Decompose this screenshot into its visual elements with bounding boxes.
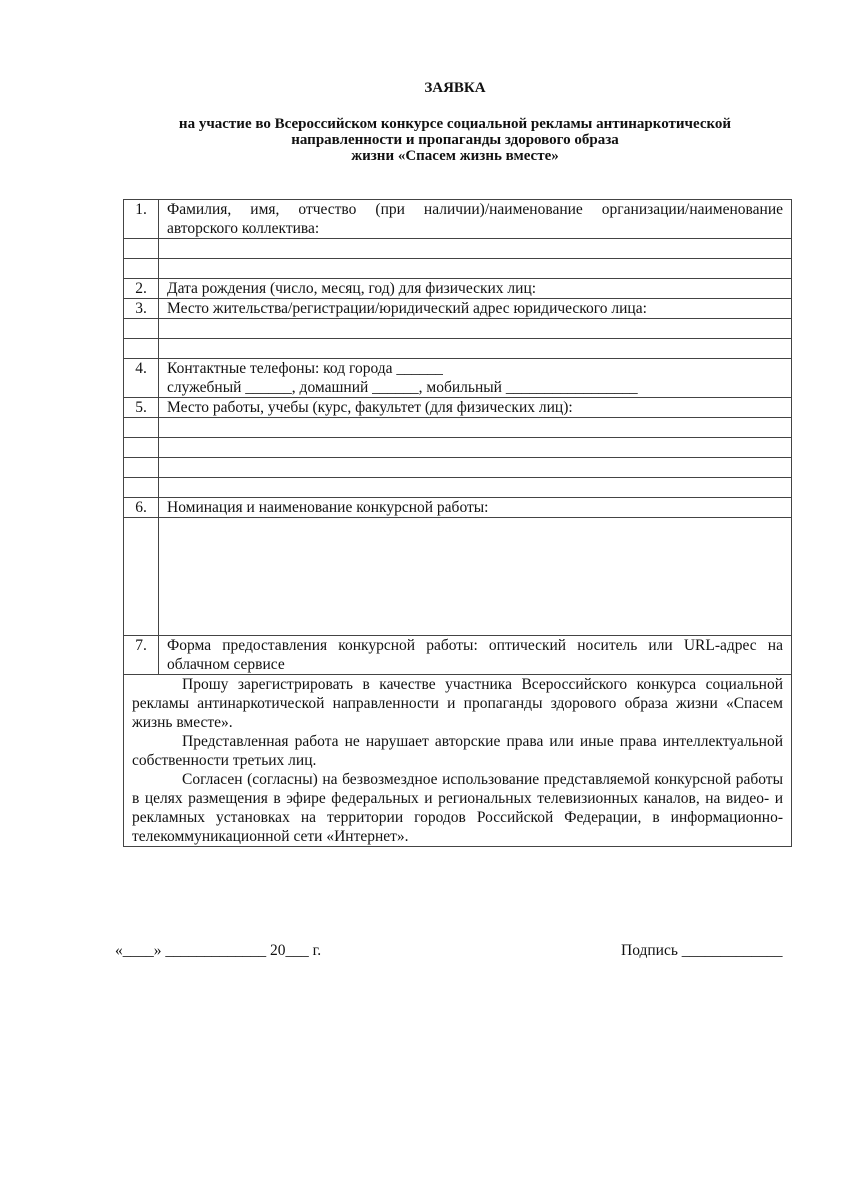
label-line: служебный ______, домашний ______, мобильный _________________ (167, 379, 638, 396)
blank-row (124, 239, 792, 259)
row-label: Номинация и наименование конкурсной работы: (159, 498, 792, 518)
blank-row (124, 319, 792, 339)
subtitle-line: на участие во Всероссийском конкурсе социальной рекламы антинаркотической (178, 116, 732, 132)
label-line: авторского коллектива: (167, 220, 320, 237)
declaration-paragraph: Согласен (согласны) на безвозмездное использование представляемой конкурсной работы в целях размещения в эфире федеральных и региональных телевизионных каналов, на видео- и рекламных установках на территории городов Российской Федерации, в информационно- телекоммуникационной сети «Интернет». (132, 771, 783, 845)
row-number: 7. (124, 636, 159, 675)
blank-row (124, 518, 792, 636)
row-label (159, 359, 792, 398)
row-number: 5. (124, 398, 159, 418)
label-line: облачном сервисе (167, 656, 285, 673)
fill-in-cell[interactable] (159, 438, 792, 458)
application-form-table (123, 199, 792, 847)
declaration-cell (124, 675, 792, 847)
row-label: Дата рождения (число, месяц, год) для физических лиц: (159, 279, 792, 299)
blank-row (124, 259, 792, 279)
document-subtitle (120, 116, 790, 164)
blank-num-cell (124, 438, 159, 458)
fill-in-cell[interactable] (159, 319, 792, 339)
date-field[interactable]: «____» _____________ 20___ г. (115, 942, 322, 959)
fill-in-cell[interactable] (159, 518, 792, 636)
form-row-6 (124, 498, 792, 518)
row-number: 2. (124, 279, 159, 299)
blank-row (124, 458, 792, 478)
form-row-3 (124, 299, 792, 319)
subtitle-line: жизни «Спасем жизнь вместе» (351, 148, 559, 164)
blank-num-cell (124, 319, 159, 339)
blank-num-cell (124, 339, 159, 359)
blank-num-cell (124, 418, 159, 438)
fill-in-cell[interactable] (159, 458, 792, 478)
blank-row (124, 418, 792, 438)
fill-in-cell[interactable] (159, 239, 792, 259)
row-number: 4. (124, 359, 159, 398)
row-number: 3. (124, 299, 159, 319)
blank-num-cell (124, 518, 159, 636)
form-row-1 (124, 200, 792, 239)
signature-field[interactable]: Подпись _____________ (621, 942, 783, 959)
label-line: Фамилия, имя, отчество (при наличии)/наименование организации/наименование (167, 201, 783, 218)
fill-in-cell[interactable] (159, 478, 792, 498)
declaration-row (124, 675, 792, 847)
fill-in-cell[interactable] (159, 339, 792, 359)
row-label: Место работы, учебы (курс, факультет (для физических лиц): (159, 398, 792, 418)
form-row-5 (124, 398, 792, 418)
form-row-4 (124, 359, 792, 398)
row-label: Место жительства/регистрации/юридический адрес юридического лица: (159, 299, 792, 319)
blank-num-cell (124, 239, 159, 259)
blank-row (124, 438, 792, 458)
row-label (159, 200, 792, 239)
row-label (159, 636, 792, 675)
blank-row (124, 478, 792, 498)
declaration-paragraph: Прошу зарегистрировать в качестве участника Всероссийского конкурса социальной рекламы антинаркотической направленности и пропаганды здорового образа жизни «Спасем жизнь вместе». (132, 676, 783, 731)
label-line: Форма предоставления конкурсной работы: оптический носитель или URL-адрес на (167, 637, 783, 654)
blank-num-cell (124, 478, 159, 498)
row-number: 1. (124, 200, 159, 239)
row-number: 6. (124, 498, 159, 518)
blank-row (124, 339, 792, 359)
blank-num-cell (124, 458, 159, 478)
fill-in-cell[interactable] (159, 418, 792, 438)
subtitle-line: направленности и пропаганды здорового образа (291, 132, 619, 148)
declaration-paragraph: Представленная работа не нарушает авторские права или иные права интеллектуальной собственности третьих лиц. (132, 733, 783, 769)
form-row-2 (124, 279, 792, 299)
form-row-7 (124, 636, 792, 675)
blank-num-cell (124, 259, 159, 279)
label-line: Контактные телефоны: код города ______ (167, 360, 443, 377)
document-title: ЗАЯВКА (424, 80, 486, 96)
fill-in-cell[interactable] (159, 259, 792, 279)
